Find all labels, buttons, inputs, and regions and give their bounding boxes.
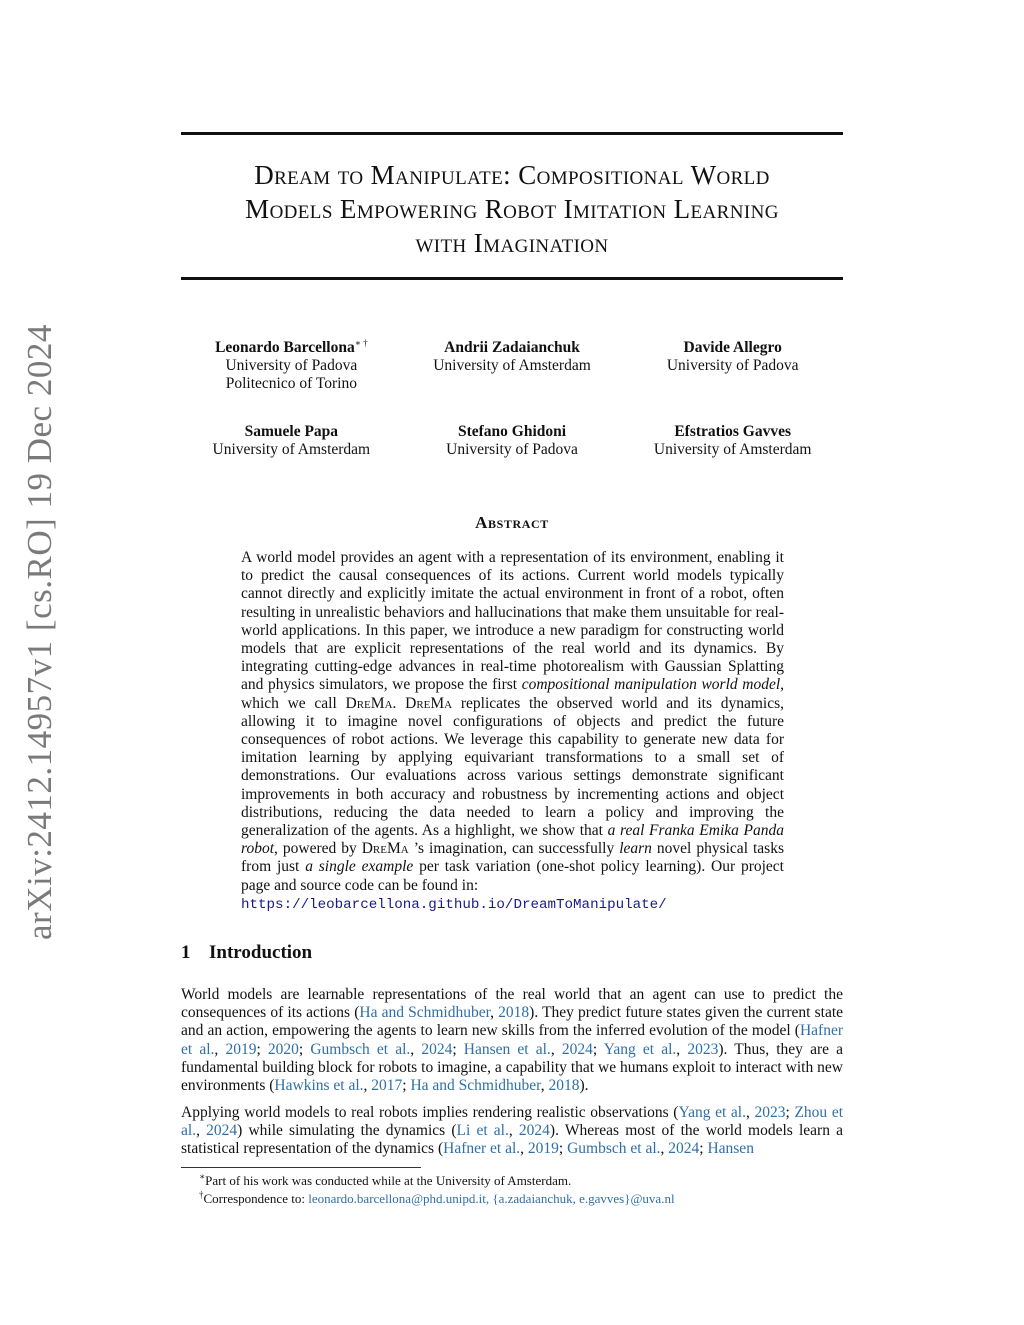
citation-link[interactable]: Zhou et al. bbox=[181, 1104, 844, 1140]
title-bottom-rule bbox=[181, 277, 843, 280]
abstract-text: per task variation (one-shot policy learning). Our project page and source code can be found in: bbox=[241, 858, 784, 894]
citation-link[interactable]: Hansen et al. bbox=[463, 1040, 551, 1058]
citation-link[interactable]: 2024 bbox=[421, 1040, 453, 1058]
author-block bbox=[402, 339, 623, 393]
arxiv-side-stamp: arXiv:2412.14957v1 [cs.RO] 19 Dec 2024 bbox=[20, 324, 59, 940]
abstract-text: replicates the observed world and its dynamics, allowing it to imagine novel configurations of objects and predict the future consequences of robot actions. We leverage this capability to generate new data for imitation learning by applying equivariant transformations to a small set of demonstrations. Our evaluations across various settings demonstrate significant improvements in both accuracy and robustness by incrementing actions and object distributions, reducing the data needed to learn a policy and improving the generalization of the agents. As a highlight, we show that bbox=[241, 694, 784, 840]
footnote-mark: ∗ bbox=[199, 1171, 206, 1182]
title-top-rule bbox=[181, 132, 843, 135]
citation-link[interactable]: 2023 bbox=[687, 1040, 719, 1058]
footnote-rule bbox=[181, 1167, 421, 1168]
paper-title bbox=[181, 158, 843, 260]
author-affiliation: University of Amsterdam bbox=[433, 357, 591, 374]
citation-link[interactable]: 2018 bbox=[548, 1077, 580, 1095]
abstract-text: A world model provides an agent with a representation of its environment, enabling it to predict the causal consequences of its actions. Current world models typically cannot directly and explicitly imitate the actual environment in front of a robot, often resulting in unrealistic behaviors and hallucinations that make them unsuitable for real-world applications. In this paper, we introduce a new paradigm for constructing world models that are explicit representations of the real world and its dynamics. By integrating cutting-edge advances in real-time photorealism with Gaussian Splatting and physics simulators, we propose the first bbox=[241, 549, 784, 694]
author-affiliation: University of Padova bbox=[446, 441, 578, 458]
section-number: 1 bbox=[181, 942, 191, 963]
project-url-link[interactable]: https://leobarcellona.github.io/DreamToManipulate/ bbox=[241, 896, 667, 913]
abstract-text: novel physical tasks from just bbox=[241, 840, 784, 876]
citation-link[interactable]: 2024 bbox=[518, 1122, 550, 1140]
drema-name: DreMa bbox=[405, 694, 453, 712]
author-block bbox=[622, 339, 843, 393]
authors-row-1 bbox=[181, 339, 843, 393]
citation-link[interactable]: Hafner et al. bbox=[443, 1140, 521, 1158]
citation-link[interactable]: Ha and Schmidhuber bbox=[410, 1077, 541, 1095]
author-affiliation: Politecnico of Torino bbox=[225, 375, 357, 392]
citation-link[interactable]: 2024 bbox=[206, 1122, 238, 1140]
citation-link[interactable]: Gumbsch et al. bbox=[310, 1040, 411, 1058]
footnote-2 bbox=[181, 1191, 843, 1207]
abstract-body bbox=[241, 549, 784, 914]
citation-link[interactable]: 2024 bbox=[668, 1140, 700, 1158]
footnote-mark: † bbox=[199, 1189, 204, 1200]
section-heading-introduction bbox=[181, 942, 312, 964]
author-block bbox=[402, 423, 623, 459]
citation-link[interactable]: Li et al. bbox=[456, 1122, 509, 1140]
citation-link[interactable]: Gumbsch et al. bbox=[567, 1140, 661, 1158]
abstract-heading: Abstract bbox=[475, 513, 549, 532]
footnote-1 bbox=[181, 1173, 843, 1189]
author-block bbox=[181, 339, 402, 393]
citation-link[interactable]: Yang et al. bbox=[678, 1104, 746, 1121]
abstract-emphasis: a real Franka Emika Panda robot bbox=[241, 822, 784, 858]
author-affiliation: University of Padova bbox=[666, 357, 799, 374]
citation-link[interactable]: Hansen bbox=[707, 1140, 754, 1158]
citation-link[interactable]: 2018 bbox=[498, 1004, 530, 1022]
citation-link[interactable]: 2017 bbox=[371, 1077, 403, 1095]
abstract-emphasis: compositional manipulation world model bbox=[521, 676, 781, 694]
author-name: Stefano Ghidoni bbox=[457, 423, 567, 440]
drema-name: DreMa bbox=[345, 694, 393, 712]
email-link[interactable]: leonardo.barcellona@phd.unipd.it bbox=[308, 1191, 486, 1206]
author-name: Davide Allegro bbox=[683, 339, 782, 356]
author-block bbox=[622, 423, 843, 459]
authors-row-2 bbox=[181, 423, 843, 459]
citation-link[interactable]: Hafner et al. bbox=[181, 1022, 843, 1058]
citation-link[interactable]: 2020 bbox=[267, 1040, 299, 1058]
author-name: Samuele Papa bbox=[244, 423, 339, 440]
author-block bbox=[181, 423, 402, 459]
citation-link[interactable]: 2024 bbox=[561, 1040, 593, 1058]
abstract-text: . bbox=[392, 694, 406, 712]
drema-name: DreMa bbox=[361, 840, 409, 858]
author-affiliation: University of Amsterdam bbox=[653, 441, 812, 458]
author-name: Leonardo Barcellona bbox=[215, 339, 355, 356]
citation-link[interactable]: 2019 bbox=[527, 1140, 559, 1158]
citation-link[interactable]: Ha and Schmidhuber bbox=[359, 1004, 491, 1022]
author-name: Andrii Zadaianchuk bbox=[444, 339, 580, 356]
author-affiliation: University of Padova bbox=[225, 357, 358, 374]
author-marks: ∗ † bbox=[354, 337, 368, 348]
email-link[interactable]: {a.zadaianchuk, e.gavves}@uva.nl bbox=[492, 1191, 675, 1206]
abstract-text: , powered by bbox=[274, 840, 362, 858]
abstract-text: ’s imagination, can successfully bbox=[408, 840, 620, 858]
citation-link[interactable]: 2023 bbox=[754, 1104, 786, 1121]
title-line-2: Models Empowering Robot Imitation Learning bbox=[245, 194, 779, 224]
footnote-separator: , bbox=[485, 1191, 493, 1206]
citation-link[interactable]: Hawkins et al. bbox=[274, 1077, 364, 1095]
footnote-text: Correspondence to: bbox=[203, 1191, 309, 1206]
citation-link[interactable]: 2019 bbox=[225, 1040, 257, 1058]
intro-paragraph-2: Applying world models to real robots implies rendering realistic observations (Yang et al., 2023; Zhou et al., 2024) while simulating the dynamics (Li et al., 2024). Whereas most of the world models learn a statistical representation of the dynamics (Hafner et al., 2019; Gumbsch et al., 2024; Hansen bbox=[181, 1104, 844, 1158]
footnote-text: Part of his work was conducted while at the University of Amsterdam. bbox=[205, 1173, 572, 1188]
title-line-3: with Imagination bbox=[415, 228, 609, 258]
citation-link[interactable]: Yang et al. bbox=[603, 1040, 677, 1058]
abstract-emphasis: a single example bbox=[305, 858, 414, 876]
abstract-emphasis: learn bbox=[619, 840, 652, 858]
title-line-1: Dream to Manipulate: Compositional World bbox=[254, 160, 770, 190]
author-name: Efstratios Gavves bbox=[674, 423, 792, 440]
abstract-text: , which we call bbox=[241, 676, 785, 712]
intro-paragraph-1: World models are learnable representations of the real world that an agent can use to predict the consequences of its actions (Ha and Schmidhuber, 2018). They predict future states given the current state and an action, empowering the agents to learn new skills from the inferred evolution of the model (Hafner et al., 2019; 2020; Gumbsch et al., 2024; Hansen et al., 2024; Yang et al., 2023). Thus, they are a fundamental building block for robots to imagine, a capability that we humans exploit to interact with new environments (Hawkins et al., 2017; Ha and Schmidhuber, 2018). bbox=[181, 986, 844, 1095]
section-title: Introduction bbox=[209, 942, 313, 963]
author-affiliation: University of Amsterdam bbox=[212, 441, 371, 458]
